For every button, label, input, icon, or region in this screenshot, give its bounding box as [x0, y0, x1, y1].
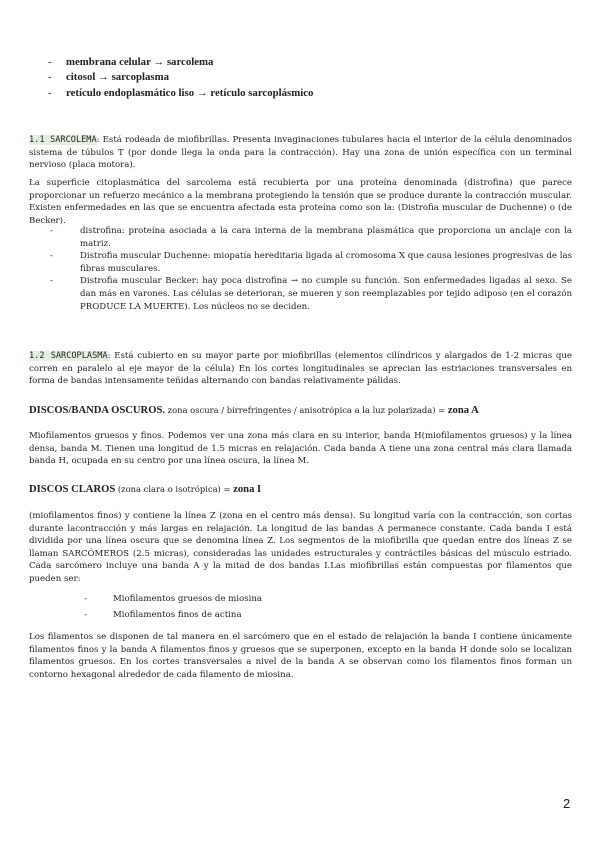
- terminology-list: [48, 55, 313, 101]
- subheading-title: DISCOS/BANDA OSCUROS.: [29, 405, 165, 416]
- sarcomero-paragraph: Los filamentos se disponen de tal manera en el sarcómero que en el estado de relajación la banda I contiene únicamente filamentos finos y la banda A filamentos finos y gruesos que se superponen, excepto en la banda H donde solo se localizan filamentos gruesos. En los cortes transversales a nivel de la banda A se observan como los filamentos finos forman un contorno hexagonal alrededor de cada filamento de miosina.: [29, 632, 572, 680]
- page-number: 2: [563, 796, 571, 811]
- subheading-note: (zona clara o isotrópica) =: [115, 484, 234, 494]
- section-heading: 1.2 SARCOPLASMA: [29, 351, 108, 361]
- discos-oscuros-paragraph: Miofilamentos gruesos y finos. Podemos ver una zona más clara en su interior, banda H(miofilamentos gruesos) y la línea densa, banda M. Tienen una longitud de 1.5 micras en relajación. Cada banda A tiene una zona central más clara llamada banda H, ocupada en su centro por una línea oscura, la línea M.: [29, 431, 572, 467]
- discos-claros-heading: [29, 482, 261, 497]
- zone-label: zona A: [447, 405, 479, 416]
- paragraph-text: : Está rodeada de miofibrillas. Presenta invaginaciones tubulares hacia el interior de la célula denominados sistema de túbulos T (por donde llega la onda para la contracción). Hay una zona de unión específica con un terminal nervioso (placa motora).: [29, 135, 572, 171]
- paragraph-text: : Está cubierto en su mayor parte por miofibrillas (elementos cilíndricos y alargados de 1-2 micras que corren en paralelo al eje mayor de la célula) En los cortes longitudinales se aprecian las estriaciones transversales en forma de bandas intensamente teñidas alternando con bandas relativamente pálidas.: [29, 351, 573, 387]
- list-item: - distrofina: proteína asociada a la cara interna de la membrana plasmática que proporciona un anclaje con la matriz.: [50, 225, 572, 250]
- discos-claros-paragraph: (miofilamentos finos) y contiene la línea Z (zona en el centro más densa). Su longitud varía con la contracción, son cortas durante lacontracción y más largas en relajación. La longitud de las bandas A permanece constante. Cada banda I está dividida por una línea oscura que se denomina línea Z. Los segmentos de la miofibrilla que quedan entre dos líneas Z se llaman SARCÓMEROS (2.5 micras), consideradas las unidades estructurales y contráctiles básicas del músculo estriado. Cada sarcómero incluye una banda A y la mitad de dos bandas I.Las miofibrillas están compuestas por filamentos que pueden ser:: [29, 511, 572, 584]
- distrofia-list: [50, 225, 572, 313]
- section-heading: 1.1 SARCOLEMA: [29, 135, 97, 145]
- distrofina-paragraph: La superficie citoplasmática del sarcolema está recubierta por una proteína denominada (distrofina) que parece proporcionar un refuerzo mecánico a la membrana protegiendo la tensión que se produce durante la contracción muscular. Existen enfermedades en las que se encuentra afectada esta proteína como son la: (Distrofia muscular de Duchenne) o (de Becker).: [29, 178, 572, 226]
- list-item: - membrana celular → sarcolema: [48, 55, 313, 70]
- filamentos-list: [84, 592, 262, 624]
- list-item: - Distrofia muscular Duchenne: miopatía hereditaria ligada al cromosoma X que causa lesiones progresivas de las fibras musculares.: [50, 250, 572, 275]
- sarcoplasma-intro: [29, 350, 572, 388]
- subheading-title: DISCOS CLAROS: [29, 484, 116, 495]
- discos-oscuros-heading: [29, 403, 479, 418]
- subheading-note: zona oscura / birrefringentes / anisotrópica a la luz polarizada) =: [165, 405, 448, 415]
- list-item: - Miofilamentos gruesos de miosina: [84, 592, 262, 608]
- list-item: - Distrofia muscular Becker: hay poca distrofina → no cumple su función. Son enfermedades ligadas al sexo. Se dan más en varones. Las células se deterioran, se mueren y son reemplazables por tejido adiposo (en el corazón PRODUCE LA MUERTE). Los núcleos no se deciden.: [50, 275, 572, 313]
- list-item: - Miofilamentos finos de actina: [84, 608, 262, 624]
- sarcolema-intro: [29, 134, 572, 172]
- list-item: - citosol → sarcoplasma: [48, 70, 313, 85]
- list-item: - retículo endoplasmático liso → retículo sarcoplásmico: [48, 86, 313, 101]
- zone-label: zona I: [233, 484, 262, 495]
